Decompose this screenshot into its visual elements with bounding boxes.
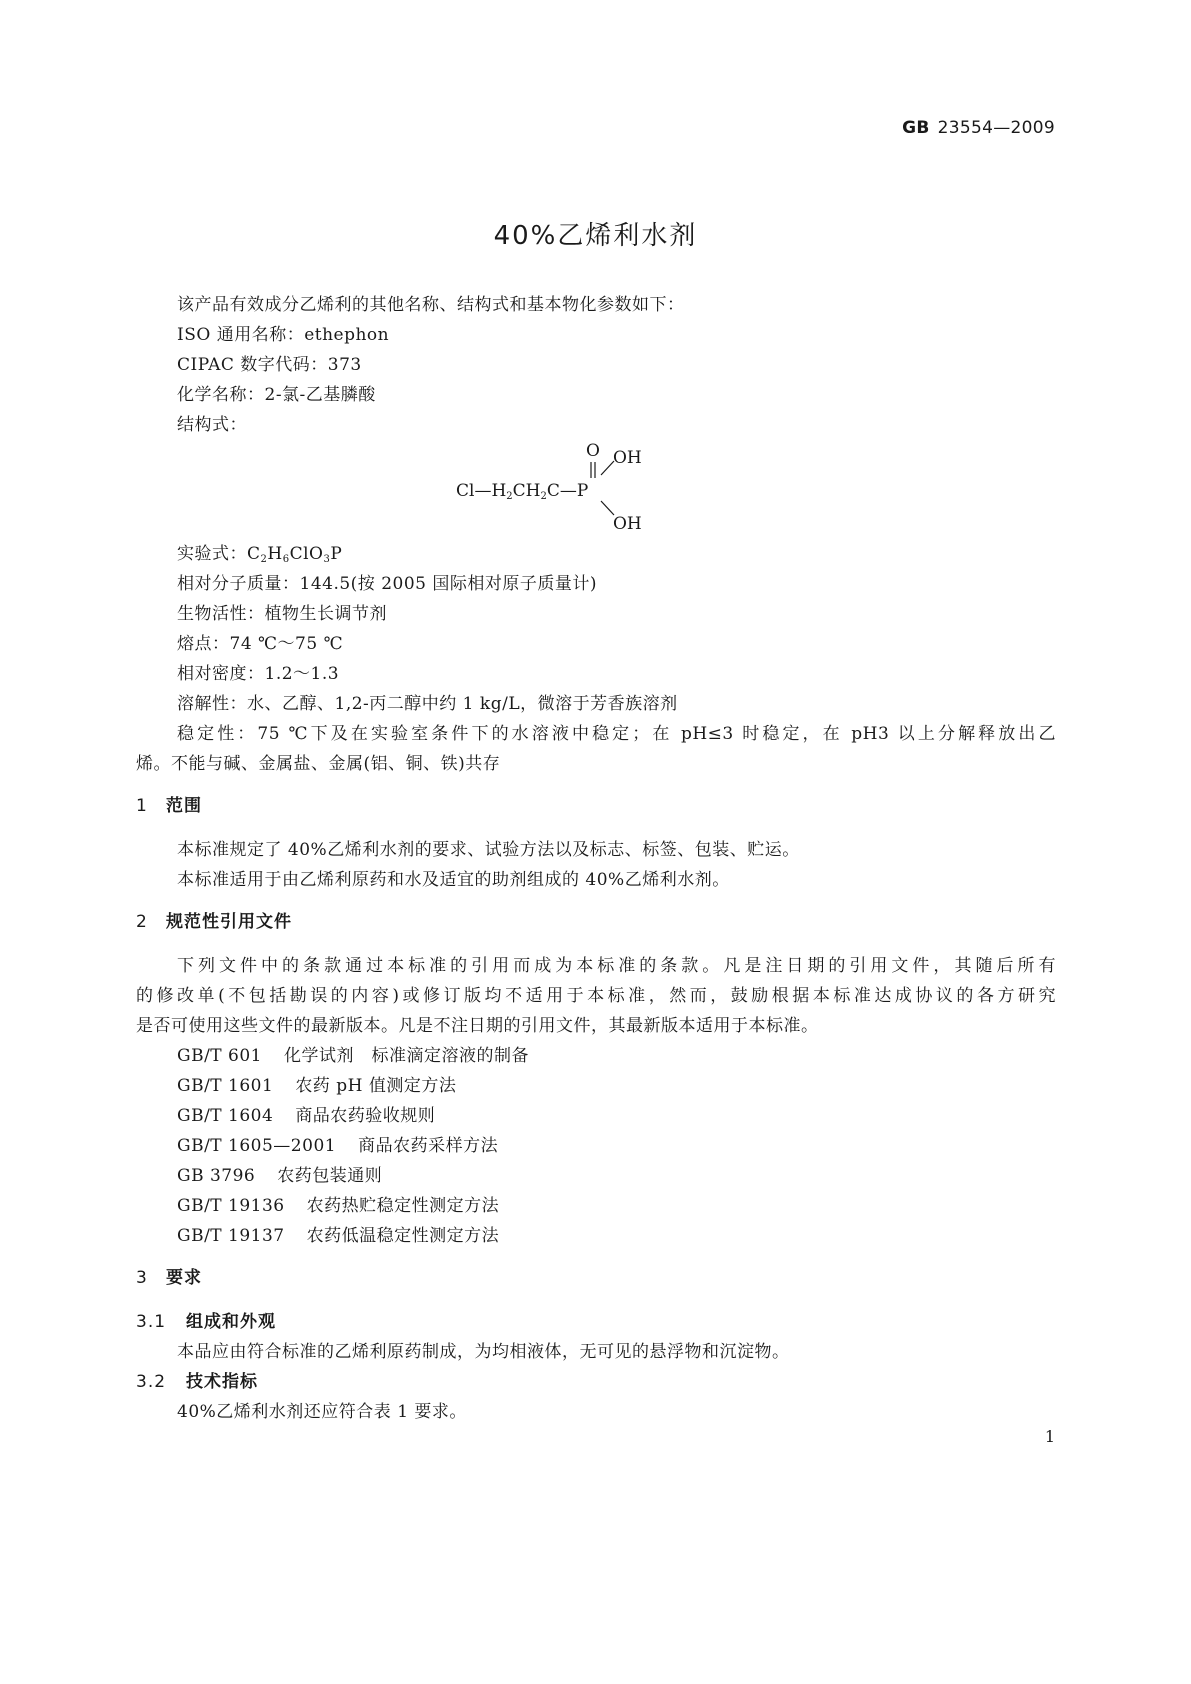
references-paragraph-line-2: 的修改单(不包括勘误的内容)或修订版均不适用于本标准，然而，鼓励根据本标准达成协议的各方研究 [136,986,1056,1006]
section-3-2-heading [136,1367,1056,1397]
section-3-1-heading [136,1307,1056,1337]
composition-paragraph: 本品应由符合标准的乙烯利原药制成，为均相液体，无可见的悬浮物和沉淀物。 [177,1342,790,1362]
reference-item: GB/T 601 化学试剂 标准滴定溶液的制备 [177,1046,529,1066]
structure-label: 结构式： [177,415,247,435]
properties-block [136,539,1056,1427]
bond-to-oh-bottom [601,501,614,515]
document-title: 40%乙烯利水剂 [493,221,698,251]
page-number: 1 [1044,1427,1055,1446]
reference-item: GB 3796 农药包装通则 [177,1166,383,1186]
section-2-title: 规范性引用文件 [166,912,292,932]
formula-o-top: O [586,441,600,461]
iso-name: ISO 通用名称：ethephon [177,325,390,345]
solubility: 溶解性：水、乙醇、1,2-丙二醇中约 1 kg/L，微溶于芳香族溶剂 [177,694,678,714]
cipac-code: CIPAC 数字代码：373 [177,355,362,375]
bond-to-oh-top [601,461,614,475]
reference-item: GB/T 1605—2001 商品农药采样方法 [177,1136,499,1156]
section-2-number: 2 [136,912,148,932]
formula-main-chain: $Cl—H_2CH_2C—P$ [456,481,589,502]
scope-paragraph-1: 本标准规定了 40%乙烯利水剂的要求、试验方法以及标志、标签、包装、贮运。 [177,840,800,860]
section-3-title: 要求 [166,1268,202,1288]
chemical-name: 化学名称：2-氯-乙基膦酸 [177,385,376,405]
intro-lead: 该产品有效成分乙烯利的其他名称、结构式和基本物化参数如下： [177,295,685,315]
section-3-2-number: 3.2 [136,1372,167,1392]
bio-activity: 生物活性：植物生长调节剂 [177,604,387,624]
section-1-title: 范围 [166,796,202,816]
reference-item: GB/T 1601 农药 pH 值测定方法 [177,1076,457,1096]
section-1-number: 1 [136,796,148,816]
formula-oh-bottom: OH [613,514,642,534]
intro-block [136,290,1056,440]
references-paragraph-line-3: 是否可使用这些文件的最新版本。凡是不注日期的引用文件，其最新版本适用于本标准。 [136,1016,819,1036]
section-3-heading [136,1263,1056,1293]
section-3-1-title: 组成和外观 [186,1312,276,1332]
reference-item: GB/T 19137 农药低温稳定性测定方法 [177,1226,500,1246]
stability-line-2: 烯。不能与碱、金属盐、金属(铝、铜、铁)共存 [136,754,501,774]
section-3-1-number: 3.1 [136,1312,167,1332]
references-paragraph-line-1: 下列文件中的条款通过本标准的引用而成为本标准的条款。凡是注日期的引用文件，其随后所有 [177,956,1056,976]
reference-item: GB/T 1604 商品农药验收规则 [177,1106,436,1126]
formula-oh-top: OH [613,448,642,468]
section-3-number: 3 [136,1268,148,1288]
reference-item: GB/T 19136 农药热贮稳定性测定方法 [177,1196,500,1216]
scope-paragraph-2: 本标准适用于由乙烯利原药和水及适宜的助剂组成的 40%乙烯利水剂。 [177,870,730,890]
section-1-heading [136,791,1056,821]
stability-line-1: 稳定性：75 ℃下及在实验室条件下的水溶液中稳定；在 pH≤3 时稳定，在 pH3 以上分解释放出乙 [177,724,1056,744]
section-3-2-title: 技术指标 [186,1372,258,1392]
section-2-heading [136,907,1056,937]
standard-prefix: GB [902,118,930,138]
molar-mass: 相对分子质量：144.5(按 2005 国际相对原子质量计) [177,574,598,594]
standard-code: 23554—2009 [937,118,1055,138]
standard-number [902,118,1055,138]
technical-index-paragraph: 40%乙烯利水剂还应符合表 1 要求。 [177,1402,467,1422]
empirical-formula: 实验式：$C_2H_6ClO_3P$ [177,544,343,565]
structural-formula [456,441,676,541]
melting-point: 熔点：74 ℃～75 ℃ [177,634,344,654]
density: 相对密度：1.2～1.3 [177,664,340,684]
